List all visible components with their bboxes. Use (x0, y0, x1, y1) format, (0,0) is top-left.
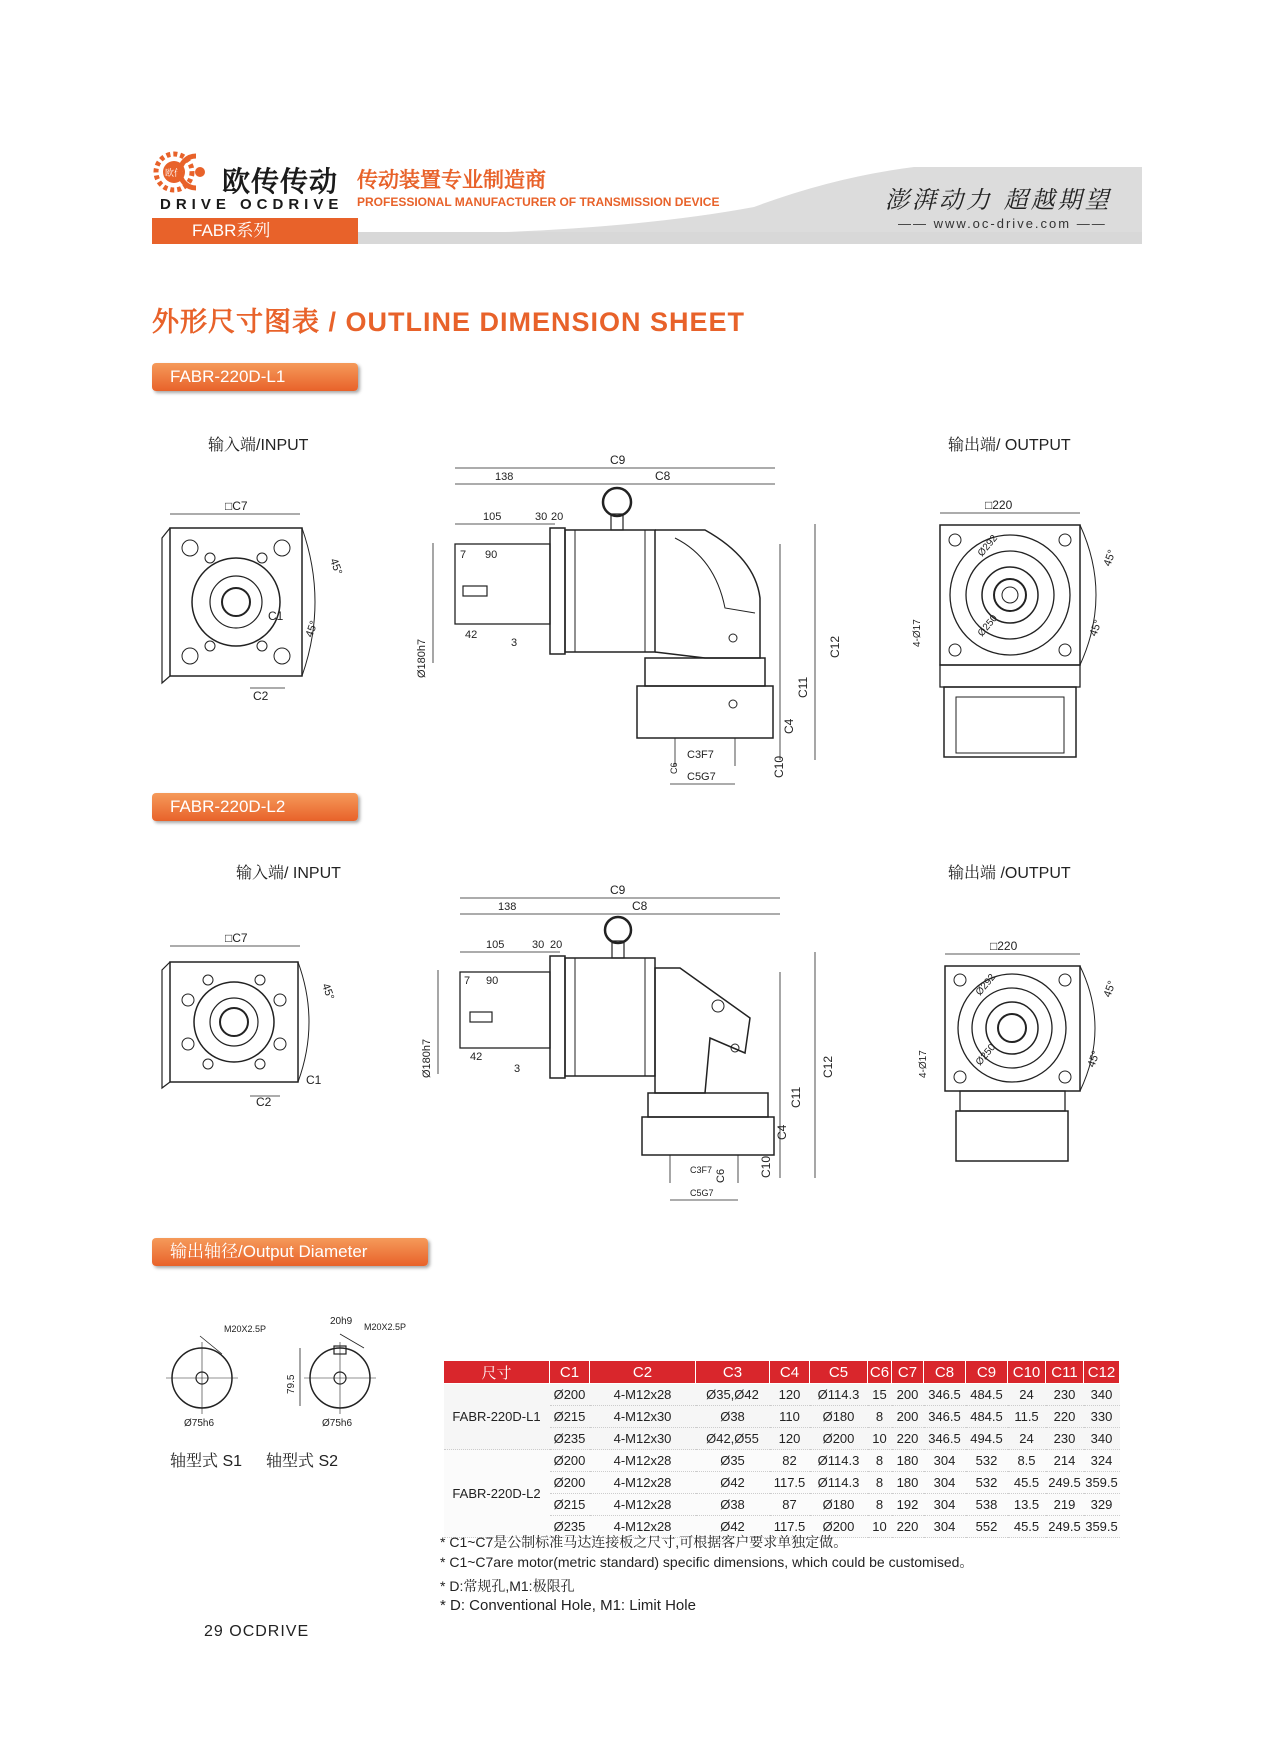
svg-text:Ø292: Ø292 (975, 533, 1001, 559)
table-cell: Ø215 (550, 1494, 590, 1516)
website: —— www.oc-drive.com —— (898, 216, 1107, 231)
table-cell: Ø235 (550, 1516, 590, 1538)
svg-text:30: 30 (535, 511, 548, 523)
table-cell: Ø42,Ø55 (696, 1428, 770, 1450)
brand-name-cn: 欧传传动 (222, 166, 339, 197)
svg-text:Ø180h7: Ø180h7 (416, 638, 428, 678)
spec-table (443, 1360, 1120, 1538)
svg-text:138: 138 (495, 471, 514, 483)
table-cell: 359.5 (1084, 1516, 1120, 1538)
svg-text:3: 3 (511, 637, 518, 649)
svg-text:C6: C6 (669, 762, 679, 774)
table-cell: 304 (924, 1516, 966, 1538)
svg-text:□220: □220 (985, 498, 1013, 512)
table-cell: 82 (770, 1450, 810, 1472)
tagline-en: PROFESSIONAL MANUFACTURER OF TRANSMISSION DEVICE (357, 195, 720, 209)
brand-name-en: DRIVE OCDRIVE (160, 196, 344, 213)
svg-text:45°: 45° (1085, 1049, 1103, 1070)
table-header: C7 (892, 1361, 924, 1384)
table-cell: 13.5 (1008, 1494, 1046, 1516)
svg-text:42: 42 (470, 1051, 483, 1063)
table-cell: 120 (770, 1428, 810, 1450)
svg-text:90: 90 (486, 975, 499, 987)
output-view-drawing-l1 (900, 497, 1130, 762)
svg-text:C1: C1 (306, 1073, 322, 1087)
svg-text:C1: C1 (268, 609, 284, 623)
table-cell: 180 (892, 1450, 924, 1472)
svg-text:C5G7: C5G7 (687, 771, 716, 783)
svg-text:45°: 45° (319, 981, 337, 1002)
table-cell: 230 (1046, 1384, 1084, 1406)
svg-text:Ø180h7: Ø180h7 (421, 1038, 433, 1078)
table-cell: Ø200 (550, 1450, 590, 1472)
svg-text:C4: C4 (782, 718, 796, 734)
page-footer: 29 OCDRIVE (204, 1623, 310, 1640)
table-cell: 8.5 (1008, 1450, 1046, 1472)
svg-text:C10: C10 (772, 755, 786, 778)
table-cell: 552 (966, 1516, 1008, 1538)
table-header: C4 (770, 1361, 810, 1384)
svg-text:7: 7 (460, 549, 467, 561)
svg-text:Ø75h6: Ø75h6 (322, 1418, 353, 1429)
table-cell: 220 (892, 1516, 924, 1538)
svg-text:Ø292: Ø292 (973, 972, 999, 998)
svg-text:C8: C8 (655, 469, 671, 483)
table-cell: 532 (966, 1450, 1008, 1472)
svg-text:4-Ø17: 4-Ø17 (912, 619, 923, 647)
table-header: C8 (924, 1361, 966, 1384)
svg-text:Ø250: Ø250 (975, 613, 1001, 639)
table-cell: Ø35 (696, 1450, 770, 1472)
table-cell: 219 (1046, 1494, 1084, 1516)
table-header: C10 (1008, 1361, 1046, 1384)
svg-text:Ø75h6: Ø75h6 (184, 1418, 215, 1429)
table-cell: 117.5 (770, 1516, 810, 1538)
table-cell: 15 (868, 1384, 892, 1406)
output-view-drawing-l2 (900, 938, 1130, 1168)
table-header: C12 (1084, 1361, 1120, 1384)
notes (440, 1532, 973, 1616)
table-cell: 304 (924, 1472, 966, 1494)
table-cell: 4-M12x30 (590, 1406, 696, 1428)
series-badge: FABR系列 (152, 218, 358, 244)
table-cell: 45.5 (1008, 1516, 1046, 1538)
table-cell: 200 (892, 1384, 924, 1406)
svg-text:C3F7: C3F7 (687, 749, 714, 761)
svg-text:C2: C2 (253, 689, 269, 703)
svg-text:C11: C11 (789, 1086, 803, 1108)
svg-text:138: 138 (498, 901, 517, 913)
svg-text:42: 42 (465, 629, 478, 641)
table-cell: 4-M12x28 (590, 1384, 696, 1406)
svg-text:20: 20 (550, 939, 563, 951)
table-cell: 110 (770, 1406, 810, 1428)
table-cell: 24 (1008, 1428, 1046, 1450)
side-view-drawing-l1 (415, 448, 865, 793)
table-cell: 494.5 (966, 1428, 1008, 1450)
table-cell: Ø38 (696, 1494, 770, 1516)
svg-text:M20X2.5P: M20X2.5P (364, 1322, 407, 1332)
shaft-s1-label: 轴型式 S1 (170, 1453, 243, 1470)
table-cell: 117.5 (770, 1472, 810, 1494)
table-cell: Ø114.3 (810, 1472, 868, 1494)
table-cell: 10 (868, 1428, 892, 1450)
table-cell: 346.5 (924, 1406, 966, 1428)
svg-text:C10: C10 (759, 1155, 773, 1178)
table-cell: 4-M12x28 (590, 1472, 696, 1494)
table-cell: 180 (892, 1472, 924, 1494)
table-cell: 330 (1084, 1406, 1120, 1428)
table-model-cell: FABR-220D-L2 (444, 1450, 550, 1538)
table-cell: 8 (868, 1406, 892, 1428)
svg-text:90: 90 (485, 549, 498, 561)
table-header-row (444, 1361, 1120, 1384)
note-line: * C1~C7are motor(metric standard) specific dimensions, which could be customised。 (440, 1554, 974, 1570)
table-cell: 45.5 (1008, 1472, 1046, 1494)
table-cell: Ø200 (810, 1428, 868, 1450)
svg-text:3: 3 (514, 1063, 521, 1075)
table-header: C3 (696, 1361, 770, 1384)
table-cell: 4-M12x28 (590, 1494, 696, 1516)
table-cell: Ø38 (696, 1406, 770, 1428)
table-row (444, 1450, 1120, 1472)
table-cell: 24 (1008, 1384, 1046, 1406)
table-cell: 346.5 (924, 1428, 966, 1450)
output-diameter-title: 输出轴径/Output Diameter (152, 1238, 428, 1266)
table-cell: 120 (770, 1384, 810, 1406)
model-label-l1: FABR-220D-L1 (152, 363, 358, 391)
svg-text:45°: 45° (327, 556, 345, 577)
svg-text:45°: 45° (1087, 618, 1105, 639)
table-cell: 87 (770, 1494, 810, 1516)
svg-text:M20X2.5P: M20X2.5P (224, 1324, 267, 1334)
note-line: * D:常规孔,M1:极限孔 (440, 1578, 575, 1594)
model-label-l2: FABR-220D-L2 (152, 793, 358, 821)
table-cell: Ø114.3 (810, 1450, 868, 1472)
slogan: 澎湃动力 超越期望 (885, 186, 1112, 214)
table-cell: 324 (1084, 1450, 1120, 1472)
table-cell: 230 (1046, 1428, 1084, 1450)
table-header: C1 (550, 1361, 590, 1384)
svg-text:45°: 45° (303, 619, 321, 640)
table-cell: Ø215 (550, 1406, 590, 1428)
note-line: * C1~C7是公制标准马达连接板之尺寸,可根据客户要求单独定做。 (440, 1534, 848, 1550)
header-gray-line (358, 232, 1142, 244)
table-cell: 8 (868, 1450, 892, 1472)
table-cell: Ø35,Ø42 (696, 1384, 770, 1406)
tagline-cn: 传动装置专业制造商 (357, 169, 546, 192)
table-row (444, 1384, 1120, 1406)
table-cell: 4-M12x28 (590, 1450, 696, 1472)
svg-text:45°: 45° (1101, 548, 1119, 569)
table-cell: Ø180 (810, 1494, 868, 1516)
svg-text:C12: C12 (821, 1055, 835, 1078)
shaft-s2-drawing (280, 1312, 420, 1430)
shaft-s1-drawing (160, 1320, 280, 1430)
table-header: C9 (966, 1361, 1008, 1384)
table-cell: 200 (892, 1406, 924, 1428)
table-cell: Ø180 (810, 1406, 868, 1428)
svg-text:20: 20 (551, 511, 564, 523)
table-header: C11 (1046, 1361, 1084, 1384)
svg-text:C6: C6 (715, 1168, 727, 1183)
table-header: 尺寸 (444, 1361, 550, 1384)
shaft-s2-label: 轴型式 S2 (266, 1453, 339, 1470)
svg-text:□C7: □C7 (225, 931, 248, 945)
table-cell: 340 (1084, 1428, 1120, 1450)
output-label-l1: 输出端/ OUTPUT (948, 437, 1071, 454)
table-cell: 329 (1084, 1494, 1120, 1516)
svg-text:7: 7 (464, 975, 471, 987)
table-cell: Ø200 (550, 1472, 590, 1494)
table-cell: 4-M12x30 (590, 1428, 696, 1450)
table-cell: Ø200 (810, 1516, 868, 1538)
table-cell: 484.5 (966, 1406, 1008, 1428)
svg-text:105: 105 (486, 939, 505, 951)
table-cell: 10 (868, 1516, 892, 1538)
table-cell: Ø42 (696, 1472, 770, 1494)
table-cell: 8 (868, 1472, 892, 1494)
table-cell: 11.5 (1008, 1406, 1046, 1428)
svg-text:C2: C2 (256, 1095, 272, 1109)
svg-text:30: 30 (532, 939, 545, 951)
svg-text:C9: C9 (610, 453, 626, 467)
table-cell: 304 (924, 1494, 966, 1516)
table-cell: Ø235 (550, 1428, 590, 1450)
table-cell: 249.5 (1046, 1516, 1084, 1538)
table-cell: 532 (966, 1472, 1008, 1494)
input-view-drawing-l2 (150, 930, 350, 1120)
input-label-l1: 输入端/INPUT (208, 437, 309, 454)
table-cell: 538 (966, 1494, 1008, 1516)
svg-text:C4: C4 (775, 1124, 789, 1140)
svg-text:Ø250: Ø250 (973, 1042, 999, 1068)
logo-mark: 欧传 (164, 168, 184, 178)
input-label-l2: 输入端/ INPUT (236, 865, 341, 882)
table-cell: 4-M12x28 (590, 1516, 696, 1538)
svg-text:C9: C9 (610, 883, 626, 897)
table-cell: Ø200 (550, 1384, 590, 1406)
svg-text:105: 105 (483, 511, 502, 523)
svg-text:□220: □220 (990, 939, 1018, 953)
output-label-l2: 输出端 /OUTPUT (948, 865, 1071, 882)
note-line: * D: Conventional Hole, M1: Limit Hole (440, 1597, 696, 1614)
table-cell: 214 (1046, 1450, 1084, 1472)
table-cell: Ø42 (696, 1516, 770, 1538)
table-cell: Ø114.3 (810, 1384, 868, 1406)
table-cell: 484.5 (966, 1384, 1008, 1406)
table-model-cell: FABR-220D-L1 (444, 1384, 550, 1450)
input-view-drawing-l1 (150, 498, 350, 708)
table-cell: 249.5 (1046, 1472, 1084, 1494)
section-title: 外形尺寸图表 / OUTLINE DIMENSION SHEET (152, 307, 746, 337)
svg-text:C5G7: C5G7 (690, 1188, 714, 1198)
table-cell: 220 (892, 1428, 924, 1450)
table-cell: 340 (1084, 1384, 1120, 1406)
svg-text:79.5: 79.5 (286, 1374, 297, 1394)
svg-text:45°: 45° (1101, 979, 1119, 1000)
table-cell: 192 (892, 1494, 924, 1516)
svg-text:C12: C12 (828, 635, 842, 658)
svg-text:C11: C11 (796, 676, 810, 698)
table-cell: 8 (868, 1494, 892, 1516)
table-header: C2 (590, 1361, 696, 1384)
svg-text:□C7: □C7 (225, 499, 248, 513)
table-cell: 304 (924, 1450, 966, 1472)
table-cell: 359.5 (1084, 1472, 1120, 1494)
table-header: C5 (810, 1361, 868, 1384)
table-header: C6 (868, 1361, 892, 1384)
svg-text:C8: C8 (632, 899, 648, 913)
side-view-drawing-l2 (420, 878, 870, 1208)
svg-text:4-Ø17: 4-Ø17 (918, 1050, 929, 1078)
svg-text:20h9: 20h9 (330, 1316, 353, 1327)
table-cell: 220 (1046, 1406, 1084, 1428)
table-cell: 346.5 (924, 1384, 966, 1406)
svg-text:C3F7: C3F7 (690, 1165, 713, 1175)
